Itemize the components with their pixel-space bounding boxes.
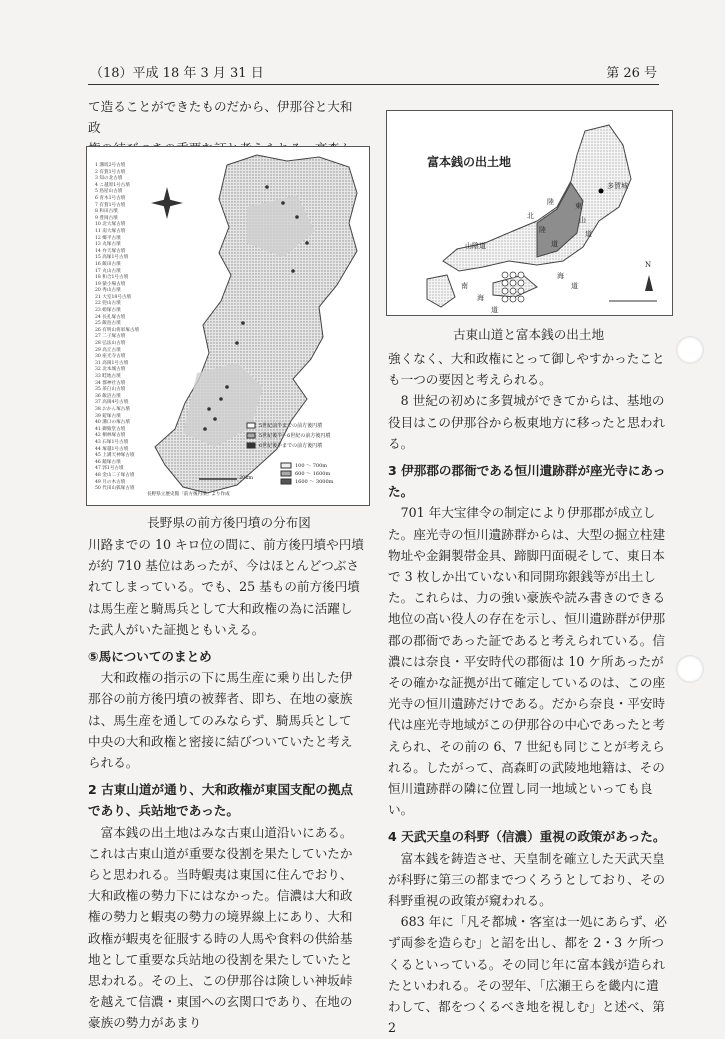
site-list-item: 11 南大塚古墳: [95, 228, 126, 234]
site-list-item: 34 郡神社古墳: [95, 380, 126, 386]
right-figure-caption: 古東山道と富本銭の出土地: [452, 327, 605, 342]
scale-label: 20km: [239, 475, 254, 481]
right-figure-title: 富本銭の出土地: [427, 155, 512, 169]
map-label: 道: [571, 282, 578, 290]
header-rule: [88, 84, 659, 85]
site-list-item: 20 秀山古墳: [95, 288, 121, 294]
site-list-item: 30 座光寺古墳: [95, 354, 126, 360]
map-label: 南: [461, 282, 468, 290]
elev-3: 1600 〜 3000m: [295, 479, 334, 485]
kofun-map-figure: [86, 146, 370, 506]
map-label: 陸: [539, 226, 546, 234]
site-list-item: 26 有明山将軍塚古墳: [95, 327, 140, 333]
site-list-item: 24 長礼塚古墳: [95, 314, 126, 320]
site-list-item: 36 飯沼古墳: [95, 393, 121, 399]
map-label: 山陰道: [465, 242, 486, 250]
site-list-item: 10 北大塚古墳: [95, 222, 126, 228]
site-list-item: 40 溝口の塚古墳: [95, 420, 130, 426]
right-column-body: [388, 348, 670, 1039]
site-list-item: 35 茶臼山古墳: [95, 387, 126, 393]
site-list-item: 22 兜山古墳: [95, 301, 121, 307]
body-paragraph: 富本銭の出土地はみな古東山道沿いにある。これは古東山道が重要な役割を果たしていたからと思われる。当時蝦夷は東国に住んでおり、大和政権の勢力下にはなかった。信濃は大和政権の勢力と蝦夷の勢力の境界線上にあり、大和政権が蝦夷を征服する時の人馬や食料の供給基地として重要な兵站地の役割を果たしていたと思われる。その上、この伊那谷は険しい神坂峠を越えて信濃・東国への玄関口であり、在地の豪族の勢力があまり: [88, 824, 353, 1031]
site-list-item: 39 鎧塚古墳: [95, 413, 121, 419]
site-list-item: 12 郷平古墳: [95, 235, 121, 241]
site-list-item: 9 豊岡古墳: [95, 215, 118, 221]
site-list-item: 32 北本城古墳: [95, 367, 126, 373]
site-list-item: 47 郭1号古墳: [95, 466, 124, 472]
site-list-item: 50 代田山狐塚古墳: [95, 486, 135, 492]
map-label: 多賀城: [607, 182, 628, 190]
site-list-item: 38 おかん塚古墳: [95, 406, 130, 412]
site-list-item: 7 有賀1号古墳: [95, 202, 126, 208]
site-list-item: 28 弘法山古墳: [95, 341, 126, 347]
site-list-item: 6 青木1号古墳: [95, 195, 126, 201]
site-list-item: 21 大室18号古墳: [95, 294, 132, 300]
body-paragraph: 強くなく、大和政権にとって御しやすかったことも一つの要因と考えられる。: [388, 351, 665, 388]
elev-2: 600 〜 1600m: [295, 471, 331, 477]
site-list-item: 19 猿小場古墳: [95, 281, 126, 287]
left-figure-caption: 長野県の前方後円墳の分布図: [147, 515, 311, 530]
site-list-item: 16 飯田古墳: [95, 261, 121, 267]
site-list-item: 44 塚越1号古墳: [95, 446, 129, 452]
north-label: N: [645, 261, 652, 269]
site-list-item: 43 石塚1号古墳: [95, 439, 129, 445]
body-paragraph: 富本銭を鋳造させ、天皇制を確立した天武天皇が科野に第三の都までつくろうとしており、その科野重視の政策が窺われる。: [388, 850, 666, 909]
site-list-item: 45 上溝天神塚古墳: [95, 453, 135, 459]
site-list-item: 17 丸山古墳: [95, 268, 121, 274]
page-header: [90, 62, 657, 84]
site-list-item: 25 飯島古墳: [95, 321, 121, 327]
legend-2: 5世紀後半〜6世紀の前方後円墳: [259, 433, 331, 439]
issue-number: 第 26 号: [606, 66, 657, 81]
site-list-item: 15 高塚1号古墳: [95, 255, 129, 261]
compass-rose-icon: [151, 187, 183, 219]
site-list-item: 48 金山二子塚古墳: [95, 472, 135, 478]
site-list-item: 41 御猿堂古墳: [95, 426, 126, 432]
map-label: 道: [585, 230, 592, 238]
site-list-item: 27 二子塚古墳: [95, 334, 126, 340]
site-list-item: 1 溝坂2号古墳: [95, 163, 126, 168]
site-list-item: 3 知の北古墳: [95, 176, 123, 182]
site-list-item: 37 高岡4号古墳: [95, 400, 129, 406]
map-label: 海: [557, 272, 564, 280]
map-label: 東: [575, 202, 582, 210]
site-list-item: 23 姫塚古墳: [95, 308, 121, 314]
body-paragraph: 川路までの 10 キロ位の間に、前方後円墳や円墳が約 710 基位はあったが、今はほとんどつぶされてしまっている。でも、25 基もの前方後円墳は馬生産と騎馬兵として大和政権の為に活躍した武人がいた証拠ともいえる。: [88, 537, 364, 637]
body-paragraph: 8 世紀の初めに多賀城ができてからは、基地の役目はこの伊那谷から板東地方に移ったと思われる。: [388, 393, 666, 451]
site-list-item: 5 島屋山古墳: [95, 189, 123, 195]
section-heading: 4 天武天皇の科野（信濃）重視の政策があった。: [388, 829, 666, 845]
site-list-item: 4 こ越原1号古墳: [95, 182, 130, 188]
map-credit: 長野県立歴史館「前方後円墳」より作成: [147, 492, 230, 497]
site-list-item: 2 有賀1号古墳: [95, 169, 126, 175]
site-list-item: 33 畦地古墳: [95, 374, 121, 379]
north-arrow-icon: [645, 275, 653, 291]
binding-hole-bottom: [676, 655, 704, 683]
site-list-item: 14 弁天塚古墳: [95, 248, 126, 254]
body-paragraph: 大和政権の指示の下に馬生産に乗り出した伊那谷の前方後円墳の被葬者、即ち、在地の豪族は、馬生産を通してのみならず、騎馬兵として中央の大和政権と密接に結びついていたと考えられる。: [88, 670, 353, 771]
body-paragraph: 683 年に「凡そ都城・客室は一処にあらず、必ず両参を造らむ」と詔を出し、都を 2・3 ケ所つくるといっている。その同じ年に富本銭が造られたといわれる。その翌年、「広瀬王らを畿内に遣わして、都をつくるべき地を視しむ」と述べ、第 2: [388, 914, 667, 1036]
map-label: 道: [491, 306, 498, 314]
section-heading: ⑤馬についてのまとめ: [88, 649, 212, 665]
map-label: 道: [551, 240, 558, 248]
fuhonsen-map-figure: [386, 110, 673, 316]
legend-1: 5世紀前半までの前方後円墳: [259, 423, 323, 429]
site-list-item: 46 鏡塚古墳: [95, 459, 121, 465]
site-list-item: 13 丸塚古墳: [95, 242, 121, 248]
map-label: 陸: [547, 198, 554, 206]
site-list-item: 29 高丘古墳: [95, 347, 121, 353]
section-heading: 3 伊那郡の郡衙である恒川遺跡群が座光寺にあった。: [388, 463, 666, 500]
site-list-item: 42 桐林塚古墳: [95, 433, 126, 439]
body-paragraph: 701 年大宝律令の制定により伊那郡が成立した。座光寺の恒川遺跡群からは、大型の掘立柱建物址や金銅製帯金具、蹄脚円面硯そして、東日本で 3 枚しか出ていない和同開珎銀銭等が出土した。これらは、力の強い豪族や読み書きのできる地位の高い役人の存在を示し、恒川遺跡群が伊那郡の郡衙であった証であると考えられている。信濃には奈良・平安時代の郡衙は 10 ケ所あったがその確かな証拠が出て確定しているのは、この座光寺の恒川遺跡だけである。だから奈良・平安時代は座光寺地域がこの伊那谷の中心であったと考えられ、その前の 6、7 世紀も同じことが考えられる。したがって、高森町の武陵地地籍は、その恒川遺跡群の隣に位置し同一地域といっても良い。: [388, 505, 666, 818]
nagano-map: [87, 147, 369, 505]
elev-1: 100 〜 700m: [295, 463, 328, 469]
issue-date: （18）平成 18 年 3 月 31 日: [90, 66, 264, 81]
map-label: 山: [579, 216, 586, 224]
site-list-item: 49 月の木古墳: [95, 479, 126, 485]
map-label: 海: [477, 294, 484, 302]
section-heading: 2 古東山道が通り、大和政権が東国支配の拠点であり、兵站地であった。: [88, 782, 354, 819]
map-label: 北: [527, 212, 534, 220]
legend-3: 6世紀後半までの前方後円墳: [259, 443, 323, 449]
left-column-body: [88, 534, 364, 1034]
site-list-item: 8 和田古墳: [95, 209, 118, 215]
site-list-item: 18 和合1号古墳: [95, 275, 129, 281]
site-list-item: 31 高岡1号古墳: [95, 360, 129, 366]
binding-hole-top: [676, 336, 704, 364]
text-line: て造ることができたものだから、伊那谷と大和政: [88, 99, 353, 136]
